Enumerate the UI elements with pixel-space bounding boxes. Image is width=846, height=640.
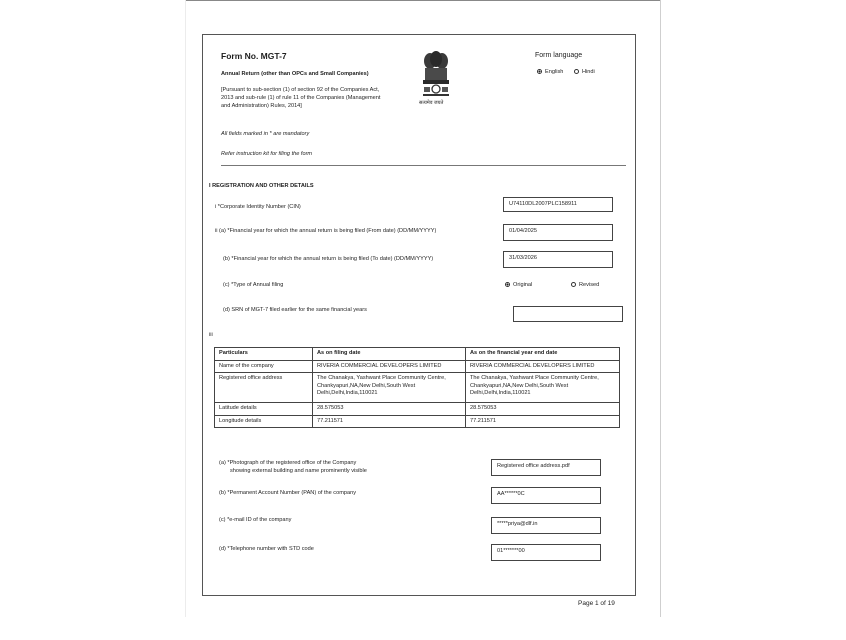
from-date-field[interactable]: 01/04/2025: [503, 224, 613, 241]
srn-field[interactable]: [513, 306, 623, 322]
mandatory-note: All fields marked in * are mandatory: [221, 131, 310, 137]
table-cell: 28.575053: [313, 403, 466, 416]
table-cell: Longitude details: [215, 415, 313, 428]
address-table: [214, 347, 620, 428]
photo-label-continued: showing external building and name prominently visible: [230, 468, 367, 474]
header-divider: [221, 165, 626, 166]
radio-empty-icon: [571, 282, 576, 287]
table-cell: 77.211571: [313, 415, 466, 428]
cin-label: i *Corporate Identity Number (CIN): [215, 204, 301, 210]
email-field[interactable]: *****priya@dlf.in: [491, 517, 601, 534]
table-cell: Name of the company: [215, 360, 313, 373]
table-cell: Latitude details: [215, 403, 313, 416]
form-title: Form No. MGT-7: [221, 51, 287, 61]
column-header: Particulars: [215, 348, 313, 361]
language-option-hindi[interactable]: Hindi: [574, 68, 595, 76]
column-header: As on the financial year end date: [466, 348, 620, 361]
table-row: [215, 415, 620, 428]
photo-label: (a) *Photograph of the registered office of the Company: [219, 460, 357, 466]
cin-field[interactable]: U74110DL2007PLC158911: [503, 197, 613, 212]
radio-empty-icon: [574, 69, 579, 74]
table-cell: 77.211571: [466, 415, 620, 428]
filing-type-label: (c) *Type of Annual filing: [223, 282, 284, 288]
form-heading: Annual Return (other than OPCs and Small Companies): [221, 71, 369, 77]
table-cell: 28.575053: [466, 403, 620, 416]
from-date-label: ii (a) *Financial year for which the annual return is being filed (From date) (DD/MM/YYYY): [215, 228, 437, 234]
to-date-label: (b) *Financial year for which the annual return is being filed (To date) (DD/MM/YYYY): [223, 256, 434, 262]
table-row: [215, 373, 620, 403]
to-date-field[interactable]: 31/03/2026: [503, 251, 613, 268]
instruction-note: Refer instruction kit for filing the form: [221, 151, 313, 157]
table-cell: Registered office address: [215, 373, 313, 403]
filing-option-revised[interactable]: Revised: [571, 281, 599, 289]
srn-label: (d) SRN of MGT-7 filed earlier for the same financial years: [223, 307, 367, 313]
radio-selected-icon: [537, 69, 542, 74]
table-row: [215, 403, 620, 416]
email-label: (c) *e-mail ID of the company: [219, 517, 292, 523]
phone-field[interactable]: 01*******00: [491, 544, 601, 561]
item-iii-label: iii: [209, 332, 213, 338]
table-cell: The Chanakya, Yashwant Place Community Centre, Chankyapuri,NA,New Delhi,South West Delhi,Delhi,India,110021: [466, 373, 620, 403]
page-number: Page 1 of 19: [578, 600, 615, 607]
form-frame: [202, 34, 636, 596]
form-language-label: Form language: [535, 52, 583, 59]
table-header-row: [215, 348, 620, 361]
column-header: As on filing date: [313, 348, 466, 361]
table-cell: RIVERIA COMMERCIAL DEVELOPERS LIMITED: [313, 360, 466, 373]
filing-option-original[interactable]: Original: [505, 281, 532, 289]
table-row: [215, 360, 620, 373]
radio-selected-icon: [505, 282, 510, 287]
form-subheading: [Pursuant to sub-section (1) of section 92 of the Companies Act, 2013 and sub-rule (1) of rule 11 of the Companies (Management and Administration) Rules, 2014]: [221, 87, 381, 109]
national-emblem-logo: [419, 49, 453, 107]
phone-label: (d) *Telephone number with STD code: [219, 546, 314, 552]
section-heading: I REGISTRATION AND OTHER DETAILS: [209, 183, 314, 189]
emblem-caption: सत्यमेव जयते: [419, 100, 444, 106]
table-cell: The Chanakya, Yashwant Place Community Centre, Chankyapuri,NA,New Delhi,South West Delhi,Delhi,India,110021: [313, 373, 466, 403]
lion-capital-icon: [419, 49, 453, 99]
photo-attachment-field[interactable]: Registered office address.pdf: [491, 459, 601, 476]
pan-field[interactable]: AA******0C: [491, 487, 601, 504]
language-option-english[interactable]: English: [537, 68, 563, 76]
table-cell: RIVERIA COMMERCIAL DEVELOPERS LIMITED: [466, 360, 620, 373]
pan-label: (b) *Permanent Account Number (PAN) of the company: [219, 490, 357, 496]
